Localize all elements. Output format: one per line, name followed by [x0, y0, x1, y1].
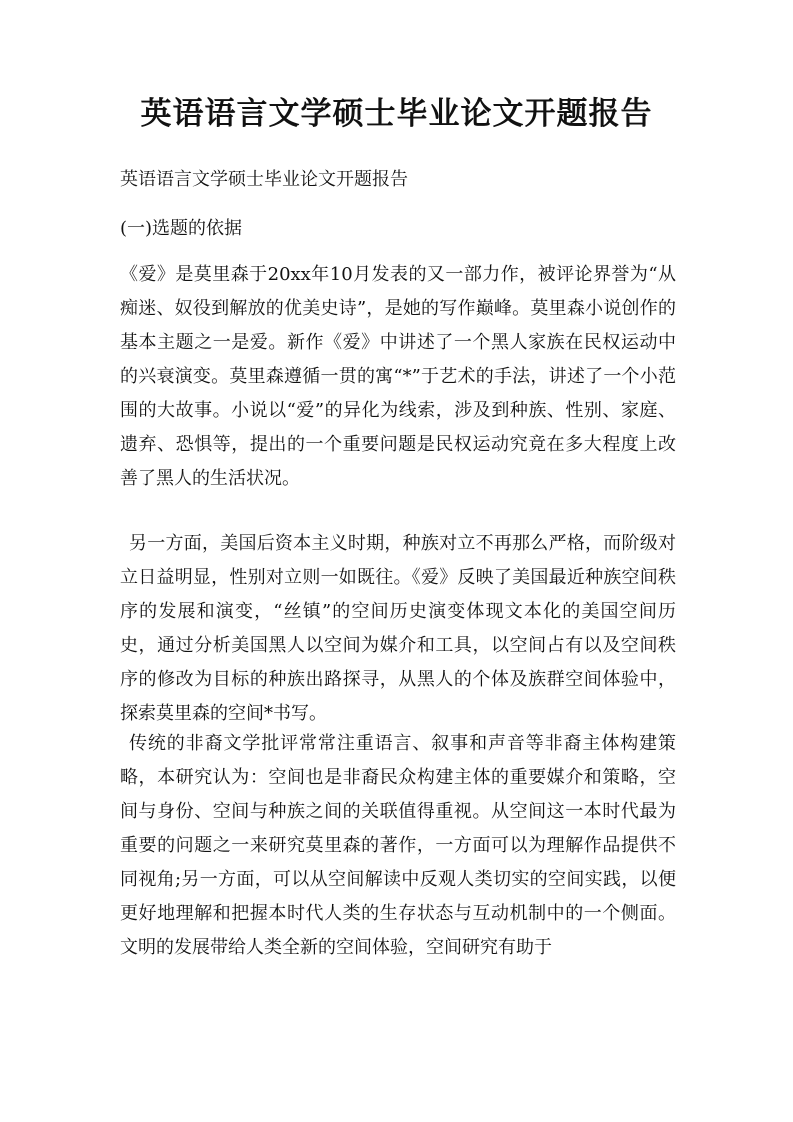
body-paragraph: 《爱》是莫里森于20xx年10月发表的又一部力作，被评论界誉为“从痴迷、奴役到解放的优美史诗”，是她的写作巅峰。莫里森小说创作的基本主题之一是爱。新作《爱》中讲述了一个黑人家族在民权运动中的兴衰演变。莫里森遵循一贯的寓“*”于艺术的手法，讲述了一个小范围的大故事。小说以“爱”的异化为线索，涉及到种族、性别、家庭、遗弃、恐惧等，提出的一个重要问题是民权运动究竟在多大程度上改善了黑人的生活状况。	[120, 264, 676, 489]
body-paragraph: 传统的非裔文学批评常常注重语言、叙事和声音等非裔主体构建策略，本研究认为：空间也是非裔民众构建主体的重要媒介和策略，空间与身份、空间与种族之间的关联值得重视。从空间这一本时代最为重要的问题之一来研究莫里森的著作，一方面可以为理解作品提供不同视角;另一方面，可以从空间解读中反观人类切实的空间实践，以便更好地理解和把握本时代人类的生存状态与互动机制中的一个侧面。文明的发展带给人类全新的空间体验，空间研究有助于	[120, 733, 676, 958]
document-title: 英语语言文学硕士毕业论文开题报告	[140, 96, 653, 132]
body-paragraph: 另一方面，美国后资本主义时期，种族对立不再那么严格，而阶级对立日益明显，性别对立则一如既往。《爱》反映了美国最近种族空间秩序的发展和演变，“丝镇”的空间历史演变体现文本化的美国空间历史，通过分析美国黑人以空间为媒介和工具，以空间占有以及空间秩序的修改为目标的种族出路探寻，从黑人的个体及族群空间体验中，探索莫里森的空间*书写。	[120, 533, 676, 724]
document-subtitle: 英语语言文学硕士毕业论文开题报告	[120, 169, 408, 190]
section-heading: (一)选题的依据	[120, 218, 243, 239]
